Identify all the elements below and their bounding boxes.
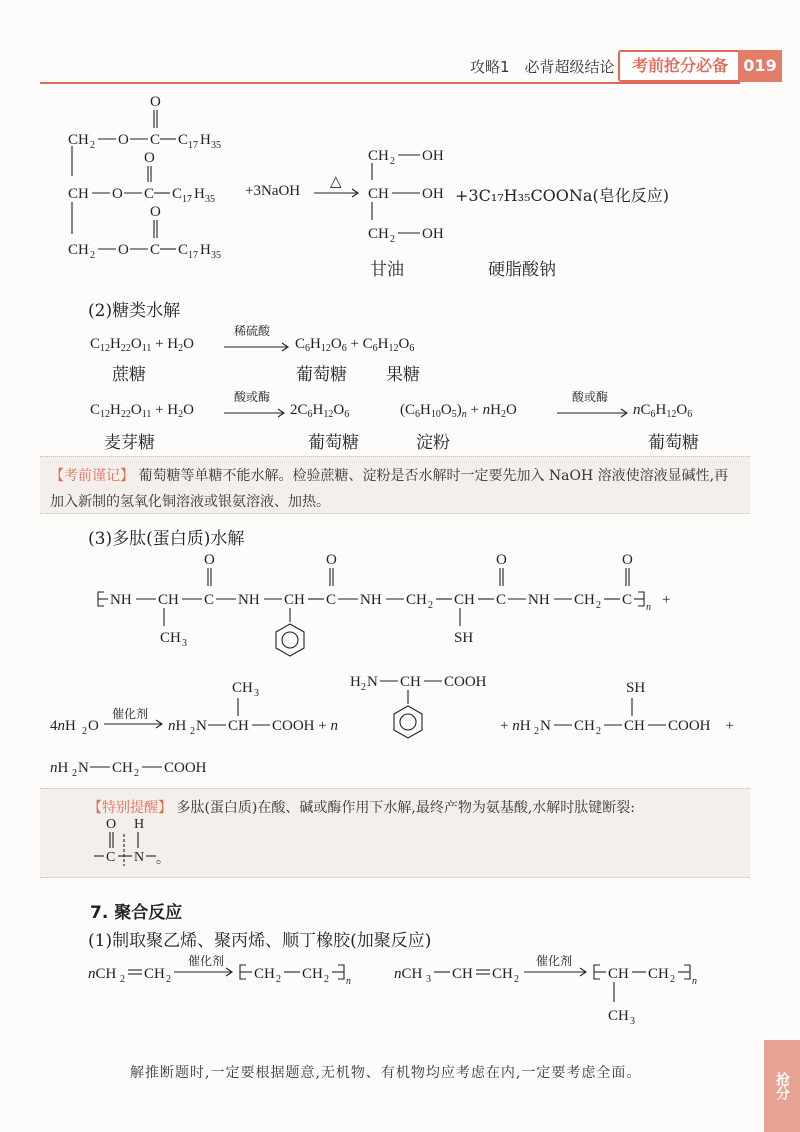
- polymerization-diagram: [86, 950, 706, 1030]
- svg-text:NH: NH: [360, 592, 382, 608]
- svg-text:CH: CH: [368, 226, 389, 242]
- chapter-title: 攻略1 必背超级结论: [470, 58, 615, 76]
- svg-text:OH: OH: [422, 148, 444, 164]
- svg-text:CH: CH: [452, 966, 473, 982]
- svg-text:CH: CH: [228, 718, 249, 734]
- polymer-catalyst-2: 催化剂: [536, 954, 573, 968]
- polymer-sub-heading: (1)制取聚乙烯、聚丙烯、顺丁橡胶(加聚反应): [88, 931, 432, 951]
- polypeptide-diagram: [90, 548, 700, 670]
- svg-text:CH: CH: [68, 132, 89, 148]
- svg-text:C: C: [204, 592, 215, 608]
- note-reminder-end: 。: [156, 851, 170, 867]
- svg-text:17: 17: [182, 194, 192, 205]
- svg-text:O: O: [150, 94, 161, 110]
- svg-text:CH: CH: [302, 966, 323, 982]
- svg-text:nH: nH: [168, 718, 187, 734]
- svg-text:+ nH: + nH: [500, 718, 531, 734]
- svg-text:C: C: [496, 592, 507, 608]
- note-remember-text: 葡萄糖等单糖不能水解。检验蔗糖、淀粉是否水解时一定要先加入 NaOH 溶液使溶液显碱性,再加入新制的氢氧化铜溶液或银氨溶液、加热。: [50, 468, 729, 510]
- peptide-catalyst: 催化剂: [112, 707, 149, 721]
- svg-text:C: C: [106, 850, 116, 865]
- svg-text:2: 2: [324, 974, 329, 985]
- svg-text:CH: CH: [160, 630, 181, 646]
- svg-text:C: C: [172, 186, 183, 202]
- eq1-label-glucose: 葡萄糖: [296, 365, 347, 385]
- svg-text:C: C: [326, 592, 337, 608]
- svg-text:O: O: [204, 552, 215, 568]
- svg-text:CH: CH: [144, 966, 165, 982]
- svg-text:2: 2: [596, 726, 601, 737]
- svg-text:H: H: [200, 132, 211, 148]
- svg-text:2: 2: [166, 974, 171, 985]
- peptide-heading: (3)多肽(蛋白质)水解: [88, 529, 245, 549]
- svg-text:2: 2: [90, 140, 95, 151]
- svg-text:N: N: [540, 718, 551, 734]
- plus-soap: +3C₁₇H₃₅COONa(皂化反应): [455, 186, 669, 205]
- eq3-condition: 酸或酶: [572, 390, 609, 404]
- header-rule: [40, 82, 740, 84]
- svg-text:CH: CH: [406, 592, 427, 608]
- svg-text:2: 2: [134, 768, 139, 779]
- svg-text:O: O: [112, 186, 123, 202]
- svg-text:nCH: nCH: [394, 966, 423, 982]
- svg-text:35: 35: [205, 194, 215, 205]
- svg-text:O: O: [106, 817, 117, 832]
- eq3-label-starch: 淀粉: [416, 433, 450, 453]
- polymer-heading: 7. 聚合反应: [90, 903, 183, 923]
- svg-text:4nH: 4nH: [50, 718, 76, 734]
- svg-text:CH: CH: [608, 966, 629, 982]
- side-tab: 抢分: [764, 1040, 800, 1132]
- svg-text:N: N: [367, 674, 378, 690]
- svg-text:CH: CH: [624, 718, 645, 734]
- svg-text:O: O: [88, 718, 99, 734]
- eq2-condition: 酸或酶: [234, 390, 271, 404]
- eq3-right: $nC_6H_{12}O_6$: [633, 402, 693, 420]
- note-remember-tag: 【考前谨记】: [50, 468, 134, 484]
- svg-text:CH: CH: [68, 242, 89, 258]
- svg-text:3: 3: [630, 1016, 635, 1027]
- svg-text:2: 2: [390, 156, 395, 167]
- svg-text:N: N: [196, 718, 207, 734]
- svg-text:+: +: [662, 592, 671, 608]
- eq2-label-glucose: 葡萄糖: [308, 433, 359, 453]
- svg-text:CH: CH: [254, 966, 275, 982]
- svg-text:CH: CH: [368, 186, 389, 202]
- svg-text:C: C: [150, 132, 161, 148]
- svg-text:C: C: [144, 186, 155, 202]
- svg-text:17: 17: [188, 250, 198, 261]
- sugar-heading: (2)糖类水解: [88, 301, 181, 321]
- svg-text:CH: CH: [368, 148, 389, 164]
- svg-text:H: H: [350, 674, 361, 690]
- eq1-condition: 稀硫酸: [234, 324, 271, 338]
- svg-text:OH: OH: [422, 226, 444, 242]
- svg-text:2: 2: [361, 682, 366, 693]
- eq2-label-maltose: 麦芽糖: [104, 433, 155, 453]
- svg-text:COOH: COOH: [164, 760, 207, 776]
- svg-text:3: 3: [426, 974, 431, 985]
- polymer-catalyst-1: 催化剂: [188, 954, 225, 968]
- svg-text:H: H: [200, 242, 211, 258]
- svg-text:2: 2: [72, 768, 77, 779]
- label-glycerol: 甘油: [370, 260, 404, 280]
- svg-text:CH: CH: [284, 592, 305, 608]
- note-remember: [40, 456, 750, 514]
- svg-text:CH: CH: [454, 592, 475, 608]
- svg-text:COOH: COOH: [444, 674, 487, 690]
- eq2-left: $C_{12}H_{22}O_{11} + H_2O$: [90, 402, 194, 420]
- note-reminder-text: 多肽(蛋白质)在酸、碱或酶作用下水解,最终产物为氨基酸,水解时肽键断裂:: [176, 800, 635, 816]
- label-soap: 硬脂酸钠: [488, 260, 556, 280]
- svg-text:CH: CH: [232, 680, 253, 696]
- svg-text:O: O: [496, 552, 507, 568]
- eq1-left: $C_{12}H_{22}O_{11} + H_2O$: [90, 336, 194, 354]
- svg-text:C: C: [178, 132, 189, 148]
- svg-text:nCH: nCH: [88, 966, 117, 982]
- svg-text:CH: CH: [158, 592, 179, 608]
- svg-text:N: N: [78, 760, 89, 776]
- svg-text:O: O: [118, 132, 129, 148]
- svg-text:35: 35: [211, 250, 221, 261]
- eq1-label-sucrose: 蔗糖: [112, 365, 146, 385]
- section-tag: 考前抢分必备: [618, 50, 742, 82]
- svg-text:nH: nH: [50, 760, 69, 776]
- svg-text:C: C: [150, 242, 161, 258]
- eq3-label-glucose: 葡萄糖: [648, 433, 699, 453]
- heat-condition: △: [330, 174, 342, 190]
- plus-naoh: +3NaOH: [245, 183, 301, 199]
- svg-text:2: 2: [190, 726, 195, 737]
- svg-text:2: 2: [82, 726, 87, 737]
- svg-text:n: n: [692, 976, 697, 987]
- svg-text:O: O: [144, 150, 155, 166]
- svg-text:2: 2: [390, 234, 395, 245]
- svg-text:O: O: [118, 242, 129, 258]
- svg-text:CH: CH: [68, 186, 89, 202]
- svg-text:CH: CH: [648, 966, 669, 982]
- eq3-left: $(C_6H_{10}O_5)_n + nH_2O$: [400, 402, 517, 420]
- svg-text:2: 2: [428, 600, 433, 611]
- svg-text:2: 2: [90, 250, 95, 261]
- svg-text:3: 3: [254, 688, 259, 699]
- svg-text:COOH +: COOH +: [668, 718, 734, 734]
- svg-text:35: 35: [211, 140, 221, 151]
- svg-text:COOH + n: COOH + n: [272, 718, 338, 734]
- svg-text:SH: SH: [454, 630, 474, 646]
- svg-text:NH: NH: [238, 592, 260, 608]
- eq1-label-fructose: 果糖: [386, 365, 420, 385]
- svg-text:2: 2: [596, 600, 601, 611]
- svg-text:2: 2: [120, 974, 125, 985]
- footer-tip: 解推断题时,一定要根据题意,无机物、有机物均应考虑在内,一定要考虑全面。: [130, 1065, 642, 1081]
- svg-text:2: 2: [276, 974, 281, 985]
- svg-text:n: n: [646, 602, 651, 613]
- svg-text:2: 2: [514, 974, 519, 985]
- eq2-right: $2C_6H_{12}O_6$: [290, 402, 350, 420]
- svg-text:2: 2: [534, 726, 539, 737]
- svg-text:NH: NH: [110, 592, 132, 608]
- svg-text:O: O: [622, 552, 633, 568]
- svg-text:17: 17: [188, 140, 198, 151]
- svg-text:CH: CH: [112, 760, 133, 776]
- note-reminder-tag: 【特别提醒】: [88, 800, 172, 816]
- svg-text:2: 2: [670, 974, 675, 985]
- svg-text:CH: CH: [574, 592, 595, 608]
- svg-text:n: n: [346, 976, 351, 987]
- svg-text:H: H: [194, 186, 205, 202]
- svg-text:C: C: [622, 592, 633, 608]
- svg-text:CH: CH: [608, 1008, 629, 1024]
- svg-text:NH: NH: [528, 592, 550, 608]
- svg-text:H: H: [134, 817, 145, 832]
- svg-text:O: O: [150, 204, 161, 220]
- svg-text:N: N: [134, 850, 145, 865]
- svg-text:O: O: [326, 552, 337, 568]
- svg-text:C: C: [178, 242, 189, 258]
- eq1-right: $C_6H_{12}O_6 + C_6H_{12}O_6$: [295, 336, 415, 354]
- svg-text:OH: OH: [422, 186, 444, 202]
- svg-text:CH: CH: [400, 674, 421, 690]
- page-number: 019: [738, 50, 782, 82]
- svg-text:SH: SH: [626, 680, 646, 696]
- amino-acid-products: [48, 670, 748, 780]
- svg-text:CH: CH: [574, 718, 595, 734]
- svg-text:3: 3: [182, 638, 187, 649]
- svg-text:CH: CH: [492, 966, 513, 982]
